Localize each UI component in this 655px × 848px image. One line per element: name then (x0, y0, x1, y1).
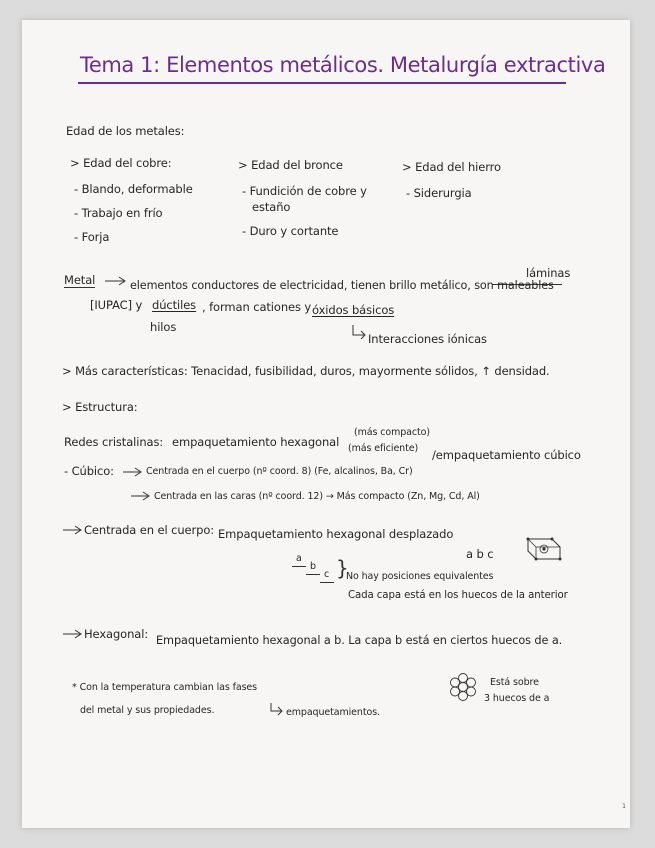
esta-sobre-note: Está sobre (490, 677, 539, 688)
cubico-label: - Cúbico: (64, 464, 114, 478)
atom-packing-icon (446, 672, 480, 702)
title-underline (78, 82, 566, 84)
metal-label: Metal (64, 273, 96, 287)
layer-a: a (296, 553, 302, 564)
metal-oxidos: óxidos básicos (312, 303, 395, 317)
cobre-item: - Forja (74, 230, 110, 244)
interacciones-note: Interacciones iónicas (368, 332, 487, 346)
cubico-caras: Centrada en las caras (nº coord. 12) → Más compacto (Zn, Mg, Cd, Al) (154, 491, 480, 502)
hilos-note: hilos (150, 320, 177, 334)
redes-label: Redes cristalinas: (64, 435, 164, 449)
arrow-icon (130, 490, 152, 502)
mas-eficiente-note: (más eficiente) (348, 443, 419, 454)
brace-icon: } (336, 556, 349, 580)
cobre-item: - Blando, deformable (74, 182, 193, 196)
metal-iupac: [IUPAC] y (90, 298, 143, 312)
return-arrow-icon (268, 702, 286, 716)
no-hay-equivalentes: No hay posiciones equivalentes (346, 571, 494, 582)
hexagonal-packing: empaquetamiento hexagonal (172, 435, 340, 449)
nota-line2: del metal y sus propiedades. (80, 705, 215, 716)
cobre-item: - Trabajo en frío (74, 206, 163, 220)
centrada-abc: a b c (466, 547, 494, 561)
tres-huecos-note: 3 huecos de a (484, 693, 550, 704)
hexagonal-text: Empaquetamiento hexagonal a b. La capa b está en ciertos huecos de a. (156, 634, 563, 647)
estructura-heading: > Estructura: (62, 400, 138, 414)
arrow-icon (62, 524, 84, 536)
cubico-packing: /empaquetamiento cúbico (432, 448, 581, 462)
edad-heading: Edad de los metales: (66, 124, 185, 138)
bronce-item: - Fundición de cobre y (242, 184, 367, 198)
return-arrow-icon (350, 324, 368, 340)
arrow-icon (62, 628, 84, 640)
bronce-header: > Edad del bronce (238, 158, 343, 172)
notebook-page (22, 20, 630, 828)
cubico-cuerpo: Centrada en el cuerpo (nº coord. 8) (Fe, alcalinos, Ba, Cr) (146, 466, 413, 477)
centrada-text: Empaquetamiento hexagonal desplazado (218, 527, 454, 541)
metal-definition: elementos conductores de electricidad, tienen brillo metálico, son maleables (130, 279, 554, 292)
arrow-icon (122, 466, 144, 478)
metal-ductiles: dúctiles (152, 298, 197, 312)
cada-capa: Cada capa está en los huecos de la anterior (348, 590, 568, 601)
cobre-header: > Edad del cobre: (70, 156, 172, 170)
nota-line1: * Con la temperatura cambian las fases (72, 682, 258, 693)
page-number: 1 (622, 803, 626, 810)
layer-b: b (310, 561, 316, 572)
hierro-header: > Edad del hierro (402, 160, 501, 174)
layer-a-line (292, 566, 306, 567)
caracteristicas-line: > Más características: Tenacidad, fusibilidad, duros, mayormente sólidos, ↑ densidad. (62, 364, 550, 378)
layer-b-line (306, 574, 320, 575)
metal-cationes: , forman cationes y (202, 300, 312, 314)
page-title: Tema 1: Elementos metálicos. Metalurgía extractiva (80, 53, 606, 77)
bronce-item: estaño (252, 200, 291, 214)
laminas-note: láminas (526, 266, 571, 280)
layer-c-line (320, 582, 334, 583)
hierro-item: - Siderurgia (406, 186, 472, 200)
hexagonal-cell-icon (522, 533, 564, 565)
bronce-item: - Duro y cortante (242, 224, 339, 238)
arrow-icon (104, 275, 128, 287)
empaquetamientos-note: empaquetamientos. (286, 707, 380, 718)
mas-compacto-note: (más compacto) (354, 427, 430, 438)
layer-c: c (324, 569, 330, 580)
centrada-label: Centrada en el cuerpo: (84, 523, 215, 537)
hexagonal-label: Hexagonal: (84, 627, 149, 641)
